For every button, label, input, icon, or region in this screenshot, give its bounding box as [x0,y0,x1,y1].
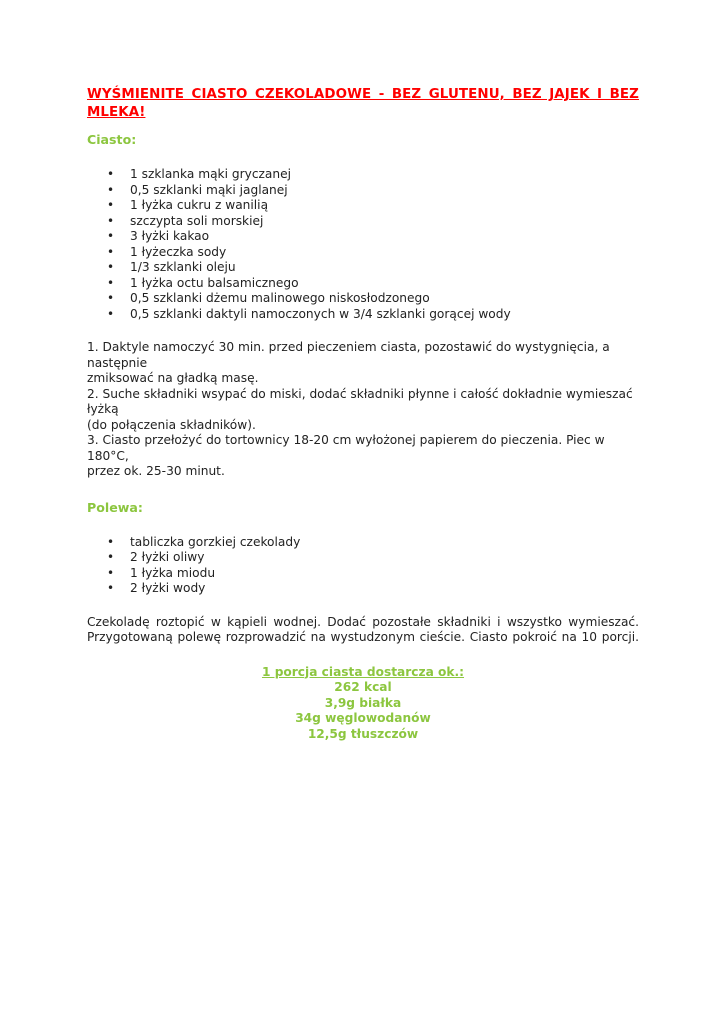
nutrition-fat: 12,5g tłuszczów [307,726,419,741]
bullet-icon: • [107,213,115,228]
list-item [87,183,639,199]
list-item [87,307,639,323]
list-item [87,581,639,597]
ingredient-text: 1 łyżka miodu [130,565,216,580]
bullet-icon: • [107,291,115,305]
bullet-icon: • [107,198,115,212]
ingredient-text: 0,5 szklanki daktyli namoczonych w 3/4 szklanki gorącej wody [130,306,511,321]
step-1-line-2: zmiksować na gładką masę. [87,371,259,385]
polewa-ingredients-list [87,535,639,597]
nutrition-summary [87,665,639,743]
preparation-steps [87,340,639,480]
step-3-line-2: przez ok. 25-30 minut. [87,464,225,478]
list-item [87,229,639,245]
nutrition-carbs: 34g węglowodanów [295,711,431,725]
nutrition-kcal: 262 kcal [334,680,392,694]
bullet-icon: • [107,581,115,595]
ingredient-text: szczypta soli morskiej [130,213,264,228]
polewa-heading: Polewa: [87,499,143,515]
recipe-document [87,86,639,742]
ingredient-text: 1 łyżka octu balsamicznego [130,275,299,290]
bullet-icon: • [107,260,115,274]
list-item [87,276,639,292]
ciasto-heading: Ciasto: [87,132,137,147]
ciasto-ingredients-list [87,167,639,322]
bullet-icon: • [107,275,115,290]
ingredient-text: 2 łyżki wody [130,581,206,595]
list-item [87,245,639,261]
list-item [87,566,639,582]
bullet-icon: • [107,182,115,197]
bullet-icon: • [107,229,115,243]
ingredient-text: 1 szklanka mąki gryczanej [130,167,291,181]
ingredient-text: 2 łyżki oliwy [130,550,205,564]
step-1-line-1: 1. Daktyle namoczyć 30 min. przed pieczeniem ciasta, pozostawić do wystygnięcia, a następnie [87,340,610,370]
bullet-icon: • [107,306,115,321]
ingredient-text: tabliczka gorzkiej czekolady [130,534,301,549]
ingredient-text: 0,5 szklanki mąki jaglanej [130,182,288,197]
step-2-line-2: (do połączenia składników). [87,417,256,432]
list-item [87,214,639,230]
final-line-1: Czekoladę roztopić w kąpieli wodnej. Dodać pozostałe składniki i wszystko wymieszać. [87,614,639,629]
final-instructions [87,615,639,646]
bullet-icon: • [107,534,115,549]
step-2-line-1: 2. Suche składniki wsypać do miski, dodać składniki płynne i całość dokładnie wymieszać łyżką [87,386,633,416]
ingredient-text: 1 łyżka cukru z wanilią [130,198,269,212]
nutrition-protein: 3,9g białka [324,695,402,710]
recipe-title: WYŚMIENITE CIASTO CZEKOLADOWE - BEZ GLUTENU, BEZ JAJEK I BEZ MLEKA! [87,87,639,120]
bullet-icon: • [107,244,115,259]
final-line-2: Przygotowaną polewę rozprowadzić na wystudzonym cieście. Ciasto pokroić na 10 porcji. [87,630,639,644]
bullet-icon: • [107,167,115,181]
list-item [87,198,639,214]
list-item [87,260,639,276]
bullet-icon: • [107,565,115,580]
nutrition-heading: 1 porcja ciasta dostarcza ok.: [261,664,465,679]
list-item [87,167,639,183]
ingredient-text: 1 łyżeczka sody [130,244,227,259]
list-item [87,535,639,551]
ingredient-text: 1/3 szklanki oleju [130,260,236,274]
bullet-icon: • [107,550,115,564]
list-item [87,291,639,307]
ingredient-text: 0,5 szklanki dżemu malinowego niskosłodzonego [130,291,430,305]
step-3-line-1: 3. Ciasto przełożyć do tortownicy 18-20 cm wyłożonej papierem do pieczenia. Piec w 180°C, [87,433,605,463]
list-item [87,550,639,566]
ingredient-text: 3 łyżki kakao [130,229,210,243]
